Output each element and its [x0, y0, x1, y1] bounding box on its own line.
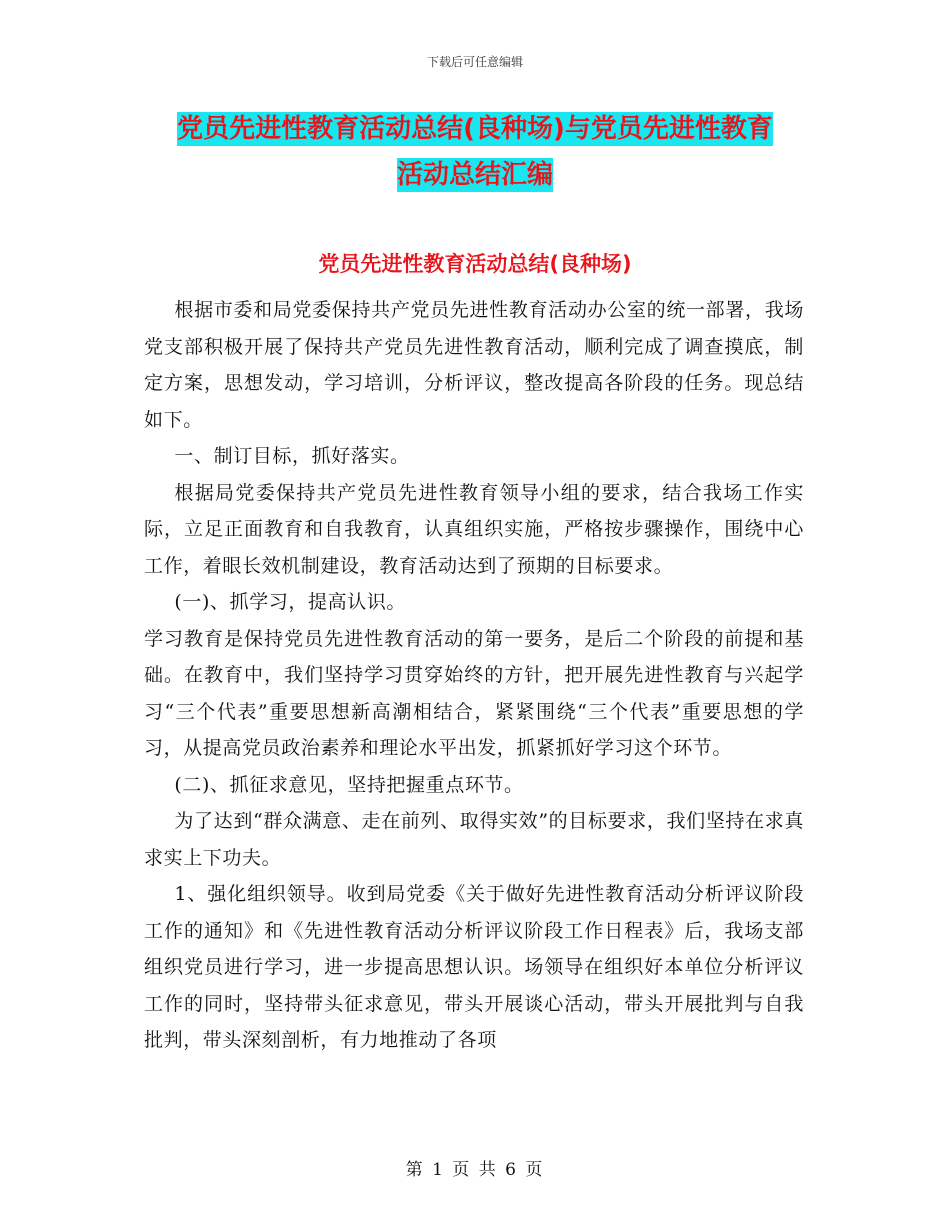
main-title-line1: 党员先进性教育活动总结(良种场)与党员先进性教育 [177, 114, 773, 144]
paragraph: 根据市委和局党委保持共产党员先进性教育活动办公室的统一部署，我场党支部积极开展了保持共产党员先进性教育活动，顺利完成了调查摸底，制定方案，思想发动，学习培训，分析评议，整改提高各阶段的任务。现总结如下。 [144, 299, 804, 431]
paragraph: 学习教育是保持党员先进性教育活动的第一要务，是后二个阶段的前提和基础。在教育中，我们坚持学习贯穿始终的方针，把开展先进性教育与兴起学习“三个代表”重要思想新高潮相结合，紧紧围绕“三个代表”重要思想的学习，从提高党员政治素养和理论水平出发，抓紧抓好学习这个环节。 [144, 627, 804, 759]
subsection-heading: (二)、抓征求意见，坚持把握重点环节。 [174, 773, 524, 796]
sub-title: 党员先进性教育活动总结(良种场) [318, 252, 632, 276]
paragraph: 1、强化组织领导。收到局党委《关于做好先进性教育活动分析评议阶段工作的通知》和《先进性教育活动分析评议阶段工作日程表》后，我场支部组织党员进行学习，进一步提高思想认识。场领导在组织好本单位分析评议工作的同时，坚持带头征求意见，带头开展谈心活动，带头开展批判与自我批判，带头深刻剖析，有力地推动了各项 [144, 883, 804, 1051]
page-footer: 第 1 页 共 6 页 [405, 1160, 545, 1180]
subsection-heading: (一)、抓学习，提高认识。 [174, 591, 407, 613]
main-title-line2: 活动总结汇编 [396, 160, 553, 190]
header-note: 下载后可任意编辑 [426, 55, 523, 69]
section-heading: 一、制订目标，抓好落实。 [174, 445, 410, 467]
document-body [144, 292, 804, 1059]
main-title [145, 106, 805, 198]
paragraph: 根据局党委保持共产党员先进性教育领导小组的要求，结合我场工作实际，立足正面教育和自我教育，认真组织实施，严格按步骤操作，围绕中心工作，着眼长效机制建设，教育活动达到了预期的目标要求。 [144, 481, 804, 577]
paragraph: 为了达到“群众满意、走在前列、取得实效”的目标要求，我们坚持在求真求实上下功夫。 [144, 810, 804, 869]
